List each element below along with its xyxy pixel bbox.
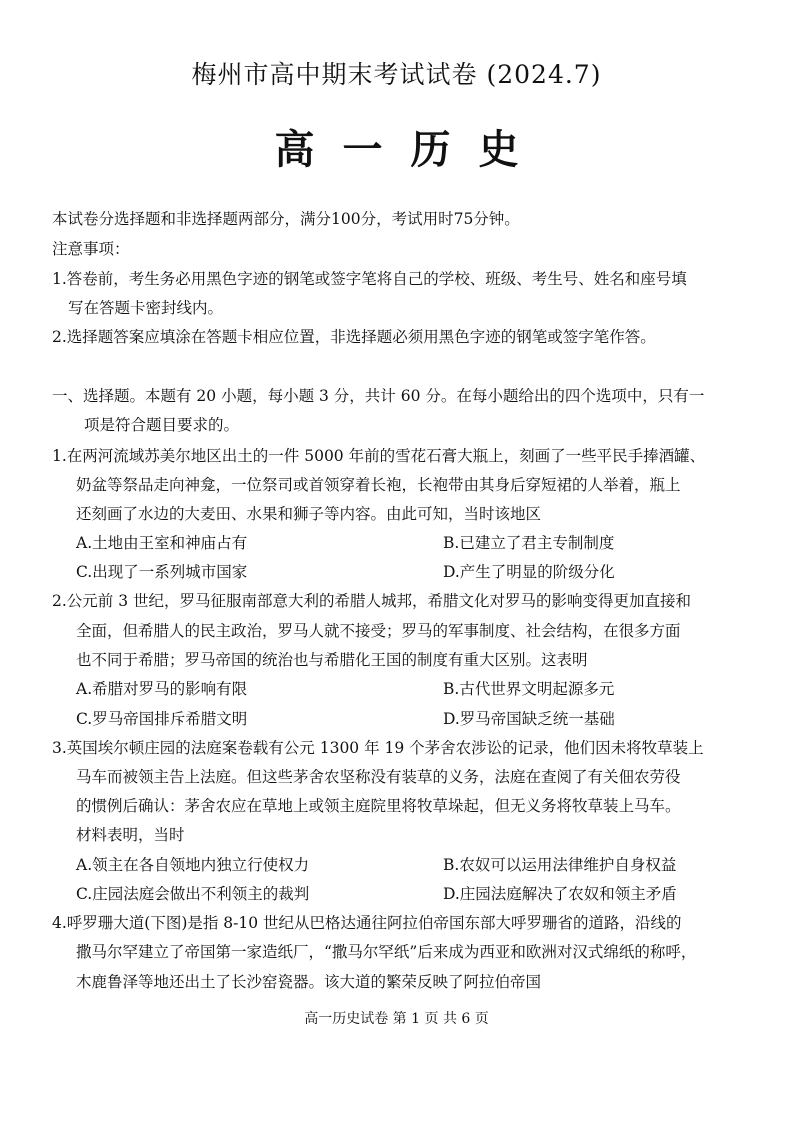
question-2-option-c: C.罗马帝国排斥希腊文明 — [76, 710, 248, 728]
question-2-option-b: B.古代世界文明起源多元 — [443, 680, 615, 698]
exam-title: 梅州市高中期末考试试卷 (2024.7) — [191, 60, 602, 89]
question-1-line-2: 奶盆等祭品走向神龛，一位祭司或首领穿着长袍，长袍带由其身后穿短裙的人举着，瓶上 — [76, 476, 681, 494]
question-3-line-4: 材料表明，当时 — [76, 826, 185, 844]
notes-heading: 注意事项： — [52, 240, 130, 258]
question-3-option-a: A.领主在各自领地内独立行使权力 — [76, 856, 310, 874]
note-1-line-2: 写在答题卡密封线内。 — [68, 299, 224, 317]
subject-title: 高一历史 — [274, 126, 547, 173]
question-3-line-2: 马车而被领主告上法庭。但这些茅舍农坚称没有装草的义务，法庭在查阅了有关佃农劳役 — [76, 768, 681, 786]
section-heading-line-2: 项是符合题目要求的。 — [84, 416, 240, 434]
question-3-line-1: 3.英国埃尔顿庄园的法庭案卷载有公元 1300 年 19 个茅舍农涉讼的记录，他们因未将牧草装上 — [52, 739, 704, 757]
question-3-option-b: B.农奴可以运用法律维护自身权益 — [443, 856, 677, 874]
question-2-line-2: 全面，但希腊人的民主政治，罗马人就不接受；罗马的军事制度、社会结构，在很多方面 — [76, 622, 681, 640]
question-3-line-3: 的惯例后确认：茅舍农应在草地上或领主庭院里将牧草垛起，但无义务将牧草装上马车。 — [76, 797, 681, 815]
instructions-intro: 本试卷分选择题和非选择题两部分，满分100分，考试用时75分钟。 — [52, 210, 520, 228]
question-3-option-d: D.庄园法庭解决了农奴和领主矛盾 — [443, 885, 677, 903]
question-2-line-3: 也不同于希腊；罗马帝国的统治也与希腊化王国的制度有重大区别。这表明 — [76, 651, 588, 669]
question-4-line-1: 4.呼罗珊大道(下图)是指 8-10 世纪从巴格达通往阿拉伯帝国东部大呼罗珊省的道路，沿线的 — [52, 914, 682, 932]
question-1-option-b: B.已建立了君主专制制度 — [443, 534, 615, 552]
question-1-option-a: A.土地由王室和神庙占有 — [76, 534, 248, 552]
question-1-line-3: 还刻画了水边的大麦田、水果和狮子等内容。由此可知，当时该地区 — [76, 505, 542, 523]
question-1-option-c: C.出现了一系列城市国家 — [76, 563, 248, 581]
question-1-line-1: 1.在两河流域苏美尔地区出土的一件 5000 年前的雪花石膏大瓶上，刻画了一些平民手捧酒罐、 — [52, 447, 706, 465]
page-footer: 高一历史试卷 第 1 页 共 6 页 — [304, 1011, 489, 1027]
note-1-line-1: 1.答卷前，考生务必用黑色字迹的钢笔或签字笔将自己的学校、班级、考生号、姓名和座号填 — [52, 270, 687, 288]
question-2-option-d: D.罗马帝国缺乏统一基础 — [443, 710, 615, 728]
question-2-line-1: 2.公元前 3 世纪，罗马征服南部意大利的希腊人城邦，希腊文化对罗马的影响变得更加直接和 — [52, 592, 692, 610]
question-2-option-a: A.希腊对罗马的影响有限 — [76, 680, 248, 698]
note-2: 2.选择题答案应填涂在答题卡相应位置，非选择题必须用黑色字迹的钢笔或签字笔作答。 — [52, 328, 656, 346]
question-4-line-3: 木鹿鲁泽等地还出土了长沙窑瓷器。该大道的繁荣反映了阿拉伯帝国 — [76, 973, 542, 991]
question-1-option-d: D.产生了明显的阶级分化 — [443, 563, 615, 581]
section-heading-line-1: 一、选择题。本题有 20 小题，每小题 3 分，共计 60 分。在每小题给出的四个选项中，只有一 — [52, 387, 705, 405]
question-4-line-2: 撒马尔罕建立了帝国第一家造纸厂，“撒马尔罕纸”后来成为西亚和欧洲对汉式绵纸的称呼， — [76, 943, 697, 961]
question-3-option-c: C.庄园法庭会做出不利领主的裁判 — [76, 885, 310, 903]
